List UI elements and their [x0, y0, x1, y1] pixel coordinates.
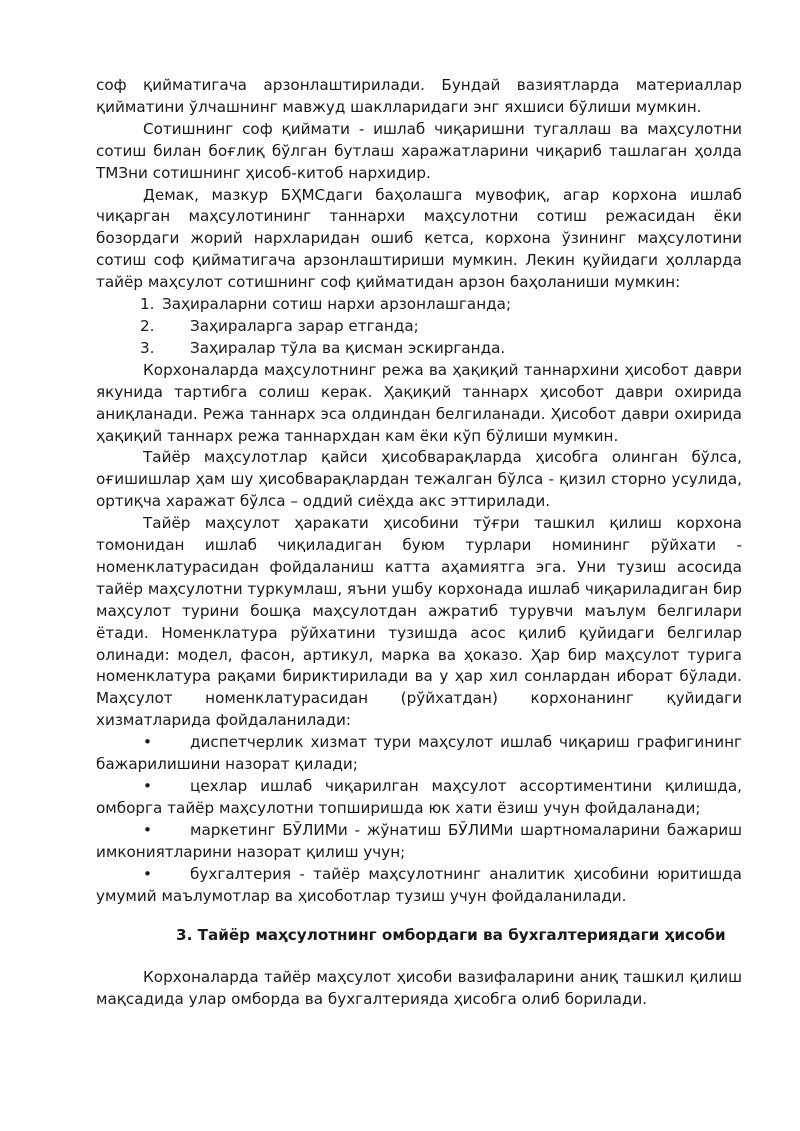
- paragraph-continuation: соф қийматигача арзонлаштирилади. Бундай вазиятларда материаллар қийматини ўлчашнинг мавжуд шаклларидаги энг яхшиси бўлиши мумкин.: [96, 76, 742, 116]
- list-item-number: 1.: [140, 295, 155, 314]
- bullet-item-text: бухгалтерия - тайёр маҳсулотнинг аналитик ҳисобини юритишда умумий маълумотлар ва ҳисоботлар тузиш учун фойдаланилади.: [96, 864, 742, 905]
- list-item-text: Заҳиралар тўла ва қисман эскирганда.: [190, 338, 506, 357]
- list-item-number: 3.: [140, 338, 155, 357]
- bullet-item-text: маркетинг БЎЛИМи - жўнатиш БЎЛИМи шартномаларини бажариш имкониятларини назорат қилиш учун;: [96, 820, 742, 861]
- paragraph-cost-regulation: Корхоналарда маҳсулотнинг режа ва ҳақиқий таннархини ҳисобот даври якунида тартибга солиш керак. Ҳақиқий таннарх ҳисобот даври охирида аниқланади. Режа таннарх эса олдиндан белгиланади. Ҳисобот даври охирида ҳақиқий таннарх режа таннархдан кам ёки кўп бўлиши мумкин.: [96, 360, 742, 445]
- bullet-item: [96, 864, 742, 908]
- list-item-text: Заҳираларга зарар етганда;: [190, 316, 419, 335]
- bullet-icon: •: [143, 820, 152, 839]
- bullet-list: [96, 732, 742, 907]
- paragraph-net-value: Сотишнинг соф қиймати - ишлаб чиқаришни тугаллаш ва маҳсулотни сотиш билан боғлиқ бўлган бутлаш харажатларини чиқариб ташлаган ҳолда ТМЗни сотишнинг ҳисоб-китоб нархидир.: [96, 119, 742, 182]
- bullet-icon: •: [143, 777, 152, 795]
- numbered-list: [96, 294, 742, 360]
- list-item-text: Заҳираларни сотиш нархи арзонлашганда;: [162, 295, 512, 314]
- paragraph-closing: Корхоналарда тайёр маҳсулот ҳисоби вазифаларини аниқ ташкил қилиш мақсадида улар омборда ва бухгалтерияда ҳисобга олиб борилади.: [96, 968, 742, 1009]
- bullet-item-text: диспетчерлик хизмат тури маҳсулот ишлаб чиқариш графигининг бажарилишини назорат қилади;: [96, 733, 742, 774]
- list-item-number: 2.: [140, 316, 155, 335]
- list-item: [96, 316, 742, 338]
- bullet-icon: •: [143, 864, 152, 883]
- bullet-item-text: цехлар ишлаб чиқарилган маҳсулот ассортиментини қилишда, омборга тайёр маҳсулотни топширишда юк хати ёзиш учун фойдаланади;: [96, 777, 742, 817]
- bullet-item: [96, 732, 742, 776]
- paragraph-valuation: Демак, мазкур БҲМСдаги баҳолашга мувофиқ, агар корхона ишлаб чиқарган маҳсулотининг таннархи маҳсулотни сотиш режасидан ёки бозордаги жорий нархларидан ошиб кетса, корхона ўзининг маҳсулотини сотиш соф қийматигача арзонлаштириши мумкин. Лекин қуйидаги ҳолларда тайёр маҳсулот сотишнинг соф қийматидан арзон баҳоланиши мумкин:: [96, 185, 742, 292]
- bullet-icon: •: [143, 733, 152, 752]
- list-item: [96, 338, 742, 360]
- bullet-item: [96, 820, 742, 864]
- paragraph-deviations: Тайёр маҳсулотлар қайси ҳисобварақларда ҳисобга олинган бўлса, оғишишлар ҳам шу ҳисобварақлардан тежалган бўлса - қизил сторно усулида, ортиқча харажат бўлса – оддий сиёҳда акс эттирилади.: [96, 448, 742, 511]
- paragraph-nomenclature: Тайёр маҳсулот ҳаракати ҳисобини тўғри ташкил қилиш корхона томонидан ишлаб чиқиладиган буюм турлари номининг рўйхати - номенклатурасидан фойдаланиш катта аҳамиятга эга. Уни тузиш асосида тайёр маҳсулотни туркумлаш, яъни ушбу корхонада ишлаб чиқариладиган бир маҳсулот турини бошқа маҳсулотдан ажратиб турувчи маълум белгилари ётади. Номенклатура рўйхатини тузишда асос қилиб қуйидаги белгилар олинади: модел, фасон, артикул, марка ва ҳоказо. Ҳар бир маҳсулот турига номенклатура рақами бириктирилади ва у ҳар хил сонлардан иборат бўлади. Маҳсулот номенклатурасидан (рўйхатдан) корхонанинг қуйидаги хизматларида фойдаланилади:: [96, 514, 742, 730]
- page-body: [96, 75, 742, 1011]
- section-heading: 3. Тайёр маҳсулотнинг омбордаги ва бухгалтериядаги ҳисоби: [176, 926, 726, 945]
- list-item: [96, 294, 742, 316]
- bullet-item: [96, 776, 742, 820]
